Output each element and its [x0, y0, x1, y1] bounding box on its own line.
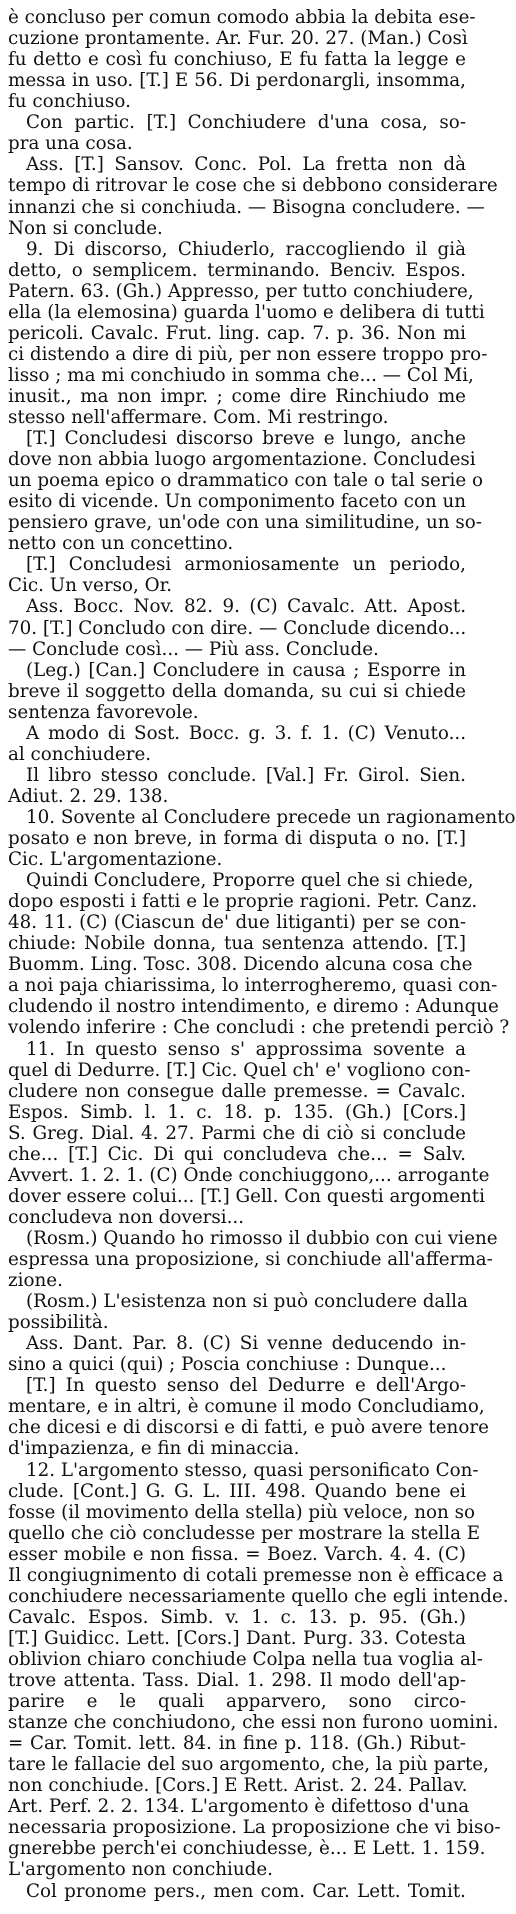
- text-line: stanze che conchiudono, che essi non furono uomini.: [8, 1712, 499, 1733]
- text-line: cludere non consegue dalle premesse. = Cavalc.: [8, 1080, 466, 1102]
- text-line: tare le fallacie del suo argomento, che, la più parte,: [8, 1754, 489, 1776]
- text-line: Con partic. [T.] Conchiudere d'una cosa, so-: [26, 112, 466, 134]
- text-line: 10. Sovente al Concludere precede un ragionamento: [26, 806, 516, 828]
- text-line: possibilità.: [8, 1312, 109, 1334]
- text-line: fu detto e così fu conchiuso, E fu fatta la legge e: [8, 49, 466, 71]
- text-line: 9. Di discorso, Chiuderlo, raccogliendo il già: [26, 238, 466, 260]
- text-line: A modo di Sost. Bocc. g. 3. f. 1. (C) Venuto...: [26, 722, 466, 744]
- text-line: Quindi Concludere, Proporre quel che si chiede,: [26, 870, 474, 892]
- text-line: detto, o semplicem. terminando. Benciv. Espos.: [8, 259, 466, 281]
- text-line: dopo esposti i fatti e le proprie ragioni. Petr. Canz.: [8, 891, 478, 913]
- text-line: Adiut. 2. 29. 138.: [8, 785, 169, 807]
- text-line: esser mobile e non fissa. = Boez. Varch. 4. 4. (C): [8, 1543, 466, 1565]
- text-line: Ass. Dant. Par. 8. (C) Si venne deducendo in-: [26, 1333, 466, 1355]
- text-line: che... [T.] Cic. Di qui concludeva che... = Salv.: [8, 1143, 466, 1165]
- text-line: espressa una proposizione, si conchiude all'afferma-: [8, 1249, 493, 1270]
- text-line: (Rosm.) L'esistenza non si può concludere dalla: [26, 1291, 468, 1312]
- text-line: S. Greg. Dial. 4. 27. Parmi che di ciò si conclude: [8, 1122, 466, 1144]
- text-line: tempo di ritrovar le cose che si debbono considerare: [8, 175, 498, 197]
- text-line: Cic. Un verso, Or.: [8, 575, 173, 597]
- text-line: dove non abbia luogo argomentazione. Concludesi: [8, 449, 476, 471]
- text-line: pensiero grave, un'ode con una similitudine, un so-: [8, 512, 482, 534]
- text-line: pra una cosa.: [8, 133, 133, 155]
- text-line: clude. [Cont.] G. G. L. III. 498. Quando bene ei: [8, 1480, 466, 1502]
- text-line: mentare, e in altri, è comune il modo Concludiamo,: [8, 1396, 485, 1418]
- text-line: sino a quici (qui) ; Poscia conchiuse : Dunque...: [8, 1354, 447, 1376]
- text-line: fu conchiuso.: [8, 91, 131, 113]
- text-line: ci distendo a dire di più, per non essere troppo pro-: [8, 343, 488, 365]
- text-line: cuzione prontamente. Ar. Fur. 20. 27. (Man.) Così: [8, 28, 468, 50]
- text-line: 70. [T.] Concludo con dire. — Conclude dicendo...: [8, 617, 467, 639]
- text-line: Art. Perf. 2. 2. 134. L'argomento è difettoso d'una: [8, 1796, 470, 1818]
- text-line: volendo inferire : Che concludi : che pretendi perciò ?: [8, 1017, 510, 1039]
- text-line: quello che ciò concludesse per mostrare la stella E: [8, 1522, 481, 1544]
- text-line: Espos. Simb. l. 1. c. 18. p. 135. (Gh.) [Cors.]: [8, 1101, 466, 1123]
- text-line: necessaria proposizione. La proposizione che vi biso-: [8, 1817, 501, 1839]
- text-line: messa in uso. [T.] E 56. Di perdonargli, insomma,: [8, 70, 466, 92]
- text-line: oblivion chiaro conchiude Colpa nella tua voglia al-: [8, 1648, 483, 1670]
- text-line: trove attenta. Tass. Dial. 1. 298. Il modo dell'ap-: [8, 1670, 466, 1691]
- text-line: netto con un concettino.: [8, 533, 234, 555]
- text-line: chiude: Nobile donna, tua sentenza attendo. [T.]: [8, 933, 466, 955]
- text-line: fosse (il movimento della stella) più veloce, non so: [8, 1501, 475, 1523]
- text-line: stesso nell'affermare. Com. Mi restringo.: [8, 406, 389, 428]
- text-line: [T.] Concludesi discorso breve e lungo, anche: [26, 428, 466, 449]
- text-line: parire e le quali apparvero, sono circo-: [8, 1691, 466, 1712]
- text-line: è concluso per comun comodo abbia la debita ese-: [8, 7, 476, 28]
- text-line: = Car. Tomit. lett. 84. in fine p. 118. (Gh.) Ribut-: [8, 1733, 466, 1755]
- text-line: Col pronome pers., men com. Car. Lett. Tomit.: [26, 1880, 466, 1902]
- text-line: cludendo il nostro intendimento, e diremo : Adunque: [8, 996, 499, 1018]
- text-line: posato e non breve, in forma di disputa o no. [T.]: [8, 828, 466, 849]
- text-line: zione.: [8, 1270, 63, 1291]
- text-line: Ass. [T.] Sansov. Conc. Pol. La fretta non dà: [26, 154, 466, 176]
- text-line: Il congiugnimento di cotali premesse non è efficace a: [8, 1564, 504, 1586]
- text-line: — Conclude così... — Più ass. Conclude.: [8, 638, 379, 660]
- text-line: (Rosm.) Quando ho rimosso il dubbio con cui viene: [26, 1227, 498, 1249]
- text-line: [T.] In questo senso del Dedurre e dell'Argo-: [26, 1375, 466, 1397]
- text-line: concludeva non doversi...: [8, 1206, 245, 1228]
- text-line: (Leg.) [Can.] Concludere in causa ; Esporre in: [26, 659, 466, 681]
- text-line: non conchiude. [Cors.] E Rett. Arist. 2. 24. Pallav.: [8, 1775, 468, 1797]
- text-line: esito di vicende. Un componimento faceto con un: [8, 491, 466, 513]
- text-line: d'impazienza, e fin di minaccia.: [8, 1438, 300, 1460]
- text-line: un poema epico o drammatico con tale o tal serie o: [8, 470, 484, 492]
- text-line: a noi paja chiarissima, lo interrogheremo, quasi con-: [8, 975, 498, 997]
- text-line: al conchiudere.: [8, 743, 152, 765]
- text-line: inusit., ma non impr. ; come dire Rinchiudo me: [8, 385, 466, 407]
- text-line: Non si conclude.: [8, 217, 163, 239]
- text-line: quel di Dedurre. [T.] Cic. Quel ch' e' vogliono con-: [8, 1059, 471, 1081]
- text-line: [T.] Guidicc. Lett. [Cors.] Dant. Purg. 33. Cotesta: [8, 1627, 466, 1649]
- text-line: L'argomento non conchiude.: [8, 1859, 273, 1881]
- text-line: gnerebbe perch'ei conchiudesse, è... E Lett. 1. 159.: [8, 1838, 486, 1860]
- text-line: pericoli. Cavalc. Frut. ling. cap. 7. p. 36. Non mi: [8, 322, 466, 344]
- text-line: Cavalc. Espos. Simb. v. 1. c. 13. p. 95. (Gh.): [8, 1606, 466, 1628]
- text-line: 11. In questo senso s' approssima sovente a: [26, 1038, 466, 1060]
- text-line: ella (la elemosina) guarda l'uomo e delibera di tutti: [8, 301, 485, 323]
- text-line: Ass. Bocc. Nov. 82. 9. (C) Cavalc. Att. Apost.: [26, 596, 466, 618]
- text-line: Cic. L'argomentazione.: [8, 849, 223, 870]
- text-line: Buomm. Ling. Tosc. 308. Dicendo alcuna cosa che: [8, 954, 473, 976]
- text-line: dover essere colui... [T.] Gell. Con questi argomenti: [8, 1185, 485, 1207]
- text-line: breve il soggetto della domanda, su cui si chiede: [8, 680, 466, 702]
- text-line: lisso ; ma mi conchiudo in somma che... — Col Mi,: [8, 364, 474, 386]
- text-line: 12. L'argomento stesso, quasi personificato Con-: [26, 1459, 479, 1481]
- text-line: che dicesi e di discorsi e di fatti, e può avere tenore: [8, 1417, 489, 1439]
- text-line: 48. 11. (C) (Ciascun de' due litiganti) per se con-: [8, 912, 466, 934]
- text-line: [T.] Concludesi armoniosamente un periodo,: [26, 554, 466, 576]
- text-line: conchiudere necessariamente quello che egli intende.: [8, 1585, 509, 1607]
- text-line: innanzi che si conchiuda. — Bisogna concludere. —: [8, 196, 485, 218]
- text-line: Il libro stesso conclude. [Val.] Fr. Girol. Sien.: [26, 764, 466, 786]
- text-line: Avvert. 1. 2. 1. (C) Onde conchiuggono,... arrogante: [8, 1164, 490, 1186]
- text-line: Patern. 63. (Gh.) Appresso, per tutto conchiudere,: [8, 280, 474, 302]
- text-line: sentenza favorevole.: [8, 701, 199, 723]
